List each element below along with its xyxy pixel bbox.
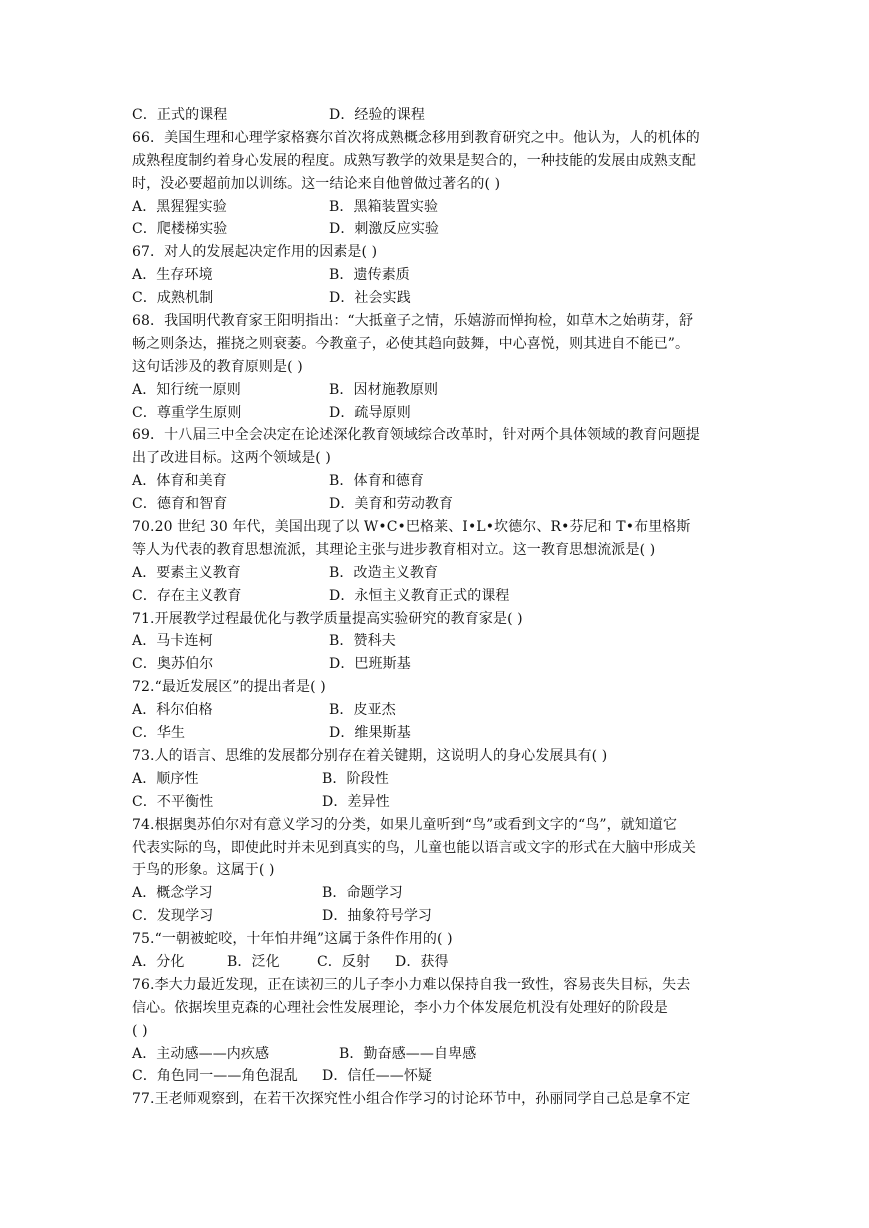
q72-option-b: B．皮亚杰: [329, 702, 396, 719]
q66-stem-line-2: 成熟程度制约着身心发展的程度。成熟写教学的效果是契合的，一种技能的发展由成熟支配: [132, 152, 696, 169]
q73-options-cd: [132, 791, 742, 814]
q70-options-cd: [132, 585, 742, 608]
q72-option-a: A．科尔伯格: [132, 702, 213, 719]
q68-option-b: B．因材施教原则: [329, 381, 439, 398]
q74-stem-line-2: 代表实际的鸟，即使此时并未见到真实的鸟，儿童也能以语言或文字的形式在大脑中形成关: [132, 839, 696, 856]
q69-option-b: B．体育和德育: [329, 473, 424, 490]
q73-options-ab: [132, 768, 742, 791]
q76-option-c: C．角色同一——角色混乱: [132, 1068, 298, 1085]
q67-option-a: A．生存环境: [132, 267, 213, 284]
q68-stem-line-3: 这句话涉及的教育原则是( ): [132, 358, 303, 375]
q66-option-d: D．刺激反应实验: [329, 221, 440, 238]
q72-option-c: C．华生: [132, 725, 186, 742]
q76-option-a: A．主动感——内疚感: [132, 1045, 270, 1062]
q76-options-ab: [132, 1043, 742, 1066]
q65-option-c: C．正式的课程: [132, 107, 228, 123]
q69-option-a: A．体育和美育: [132, 473, 227, 490]
q76-option-b: B．勤奋感——自卑感: [339, 1045, 477, 1062]
q65-options-cd: [132, 104, 742, 127]
q76-option-d: D．信任——怀疑: [322, 1068, 433, 1085]
q68-options-ab: [132, 379, 742, 402]
q74-options-cd: [132, 905, 742, 928]
q67-options-cd: [132, 287, 742, 310]
q71-options-cd: [132, 653, 742, 676]
q70-option-b: B．改造主义教育: [329, 564, 439, 581]
q68-option-c: C．尊重学生原则: [132, 404, 242, 421]
q67-option-b: B．遗传素质: [329, 267, 410, 284]
q73-stem: 73.人的语言、思维的发展都分别存在着关键期，这说明人的身心发展具有( ): [132, 747, 608, 764]
q74-option-d: D．抽象符号学习: [322, 908, 433, 925]
q69-options-cd: [132, 493, 742, 516]
q71-options-ab: [132, 630, 742, 653]
q71-option-d: D．巴班斯基: [329, 656, 411, 673]
q73-option-c: C．不平衡性: [132, 793, 214, 810]
q76-stem-line-3: ( ): [132, 1022, 148, 1039]
q67-option-c: C．成熟机制: [132, 290, 214, 307]
q76-stem-line-2: 信心。依据埃里克森的心理社会性发展理论，李小力个体发展危机没有处理好的阶段是: [132, 999, 668, 1016]
q76-options-cd: [132, 1065, 742, 1088]
q66-option-b: B．黑箱装置实验: [329, 198, 439, 215]
q74-option-c: C．发现学习: [132, 908, 214, 925]
q76-stem-line-1: 76.李大力最近发现，正在读初三的儿子李小力难以保持自我一致性，容易丧失目标，失去: [132, 976, 691, 993]
q75-stem: 75.“一朝被蛇咬，十年怕井绳”这属于条件作用的( ): [132, 931, 453, 948]
q70-option-c: C．存在主义教育: [132, 587, 242, 604]
q71-option-c: C．奥苏伯尔: [132, 656, 214, 673]
q71-stem: 71.开展教学过程最优化与教学质量提高实验研究的教育家是( ): [132, 610, 523, 627]
q72-option-d: D．维果斯基: [329, 725, 411, 742]
q66-options-cd: [132, 218, 742, 241]
q73-option-a: A．顺序性: [132, 770, 199, 787]
q68-option-a: A．知行统一原则: [132, 381, 241, 398]
q74-options-ab: [132, 882, 742, 905]
q68-options-cd: [132, 402, 742, 425]
q69-option-c: C．德育和智育: [132, 496, 228, 513]
q74-stem-line-3: 于鸟的形象。这属于( ): [132, 862, 275, 879]
q68-option-d: D．疏导原则: [329, 404, 411, 421]
q67-stem: 67．对人的发展起决定作用的因素是( ): [132, 244, 378, 261]
q75-options: [132, 951, 742, 974]
q75-option-a: A．分化: [132, 953, 185, 970]
q75-option-d: D．获得: [395, 953, 449, 970]
q74-stem-line-1: 74.根据奥苏伯尔对有意义学习的分类，如果儿童听到“鸟”或看到文字的“鸟”，就知道它: [132, 816, 678, 833]
q69-options-ab: [132, 470, 742, 493]
q70-option-a: A．要素主义教育: [132, 564, 241, 581]
q73-option-b: B．阶段性: [322, 770, 389, 787]
q71-option-b: B．赞科夫: [329, 633, 396, 650]
q65-option-d: D．经验的课程: [329, 107, 425, 123]
q75-option-b: B．泛化: [227, 953, 280, 970]
q75-option-c: C．反射: [317, 953, 371, 970]
q67-options-ab: [132, 264, 742, 287]
q71-option-a: A．马卡连柯: [132, 633, 213, 650]
q69-stem-line-2: 出了改进目标。这两个领域是( ): [132, 450, 331, 467]
q73-option-d: D．差异性: [322, 793, 390, 810]
q66-option-c: C．爬楼梯实验: [132, 221, 228, 238]
q72-options-ab: [132, 699, 742, 722]
q70-options-ab: [132, 562, 742, 585]
q67-option-d: D．社会实践: [329, 290, 411, 307]
q74-option-a: A．概念学习: [132, 885, 213, 902]
q70-option-d: D．永恒主义教育正式的课程: [329, 587, 510, 604]
q66-stem-line-3: 时，没必要超前加以训练。这一结论来自他曾做过著名的( ): [132, 175, 501, 192]
q77-stem: 77.王老师观察到，在若干次探究性小组合作学习的讨论环节中，孙丽同学自己总是拿不定: [132, 1091, 691, 1108]
q66-option-a: A．黑猩猩实验: [132, 198, 227, 215]
q69-stem-line-1: 69．十八届三中全会决定在论述深化教育领域综合改革时，针对两个具体领域的教育问题提: [132, 427, 700, 444]
q70-stem-line-1: 70.20 世纪 30 年代，美国出现了以 W•C•巴格莱、I•L•坎德尔、R•芬尼和 T•布里格斯: [132, 519, 691, 536]
q70-stem-line-2: 等人为代表的教育思想流派，其理论主张与进步教育相对立。这一教育思想流派是( ): [132, 541, 656, 558]
q68-stem-line-1: 68．我国明代教育家王阳明指出：“大抵童子之情，乐嬉游而惮拘检，如草木之始萌芽，舒: [132, 313, 694, 330]
q72-stem: 72.“最近发展区”的提出者是( ): [132, 679, 326, 696]
q69-option-d: D．美育和劳动教育: [329, 496, 454, 513]
q72-options-cd: [132, 722, 742, 745]
q66-stem-line-1: 66．美国生理和心理学家格赛尔首次将成熟概念移用到教育研究之中。他认为，人的机体的: [132, 129, 700, 146]
exam-page: [132, 104, 742, 1111]
q74-option-b: B．命题学习: [322, 885, 403, 902]
q66-options-ab: [132, 196, 742, 219]
q68-stem-line-2: 畅之则条达，摧挠之则衰萎。今教童子，必使其趋向鼓舞，中心喜悦，则其进自不能已”。: [132, 335, 690, 352]
